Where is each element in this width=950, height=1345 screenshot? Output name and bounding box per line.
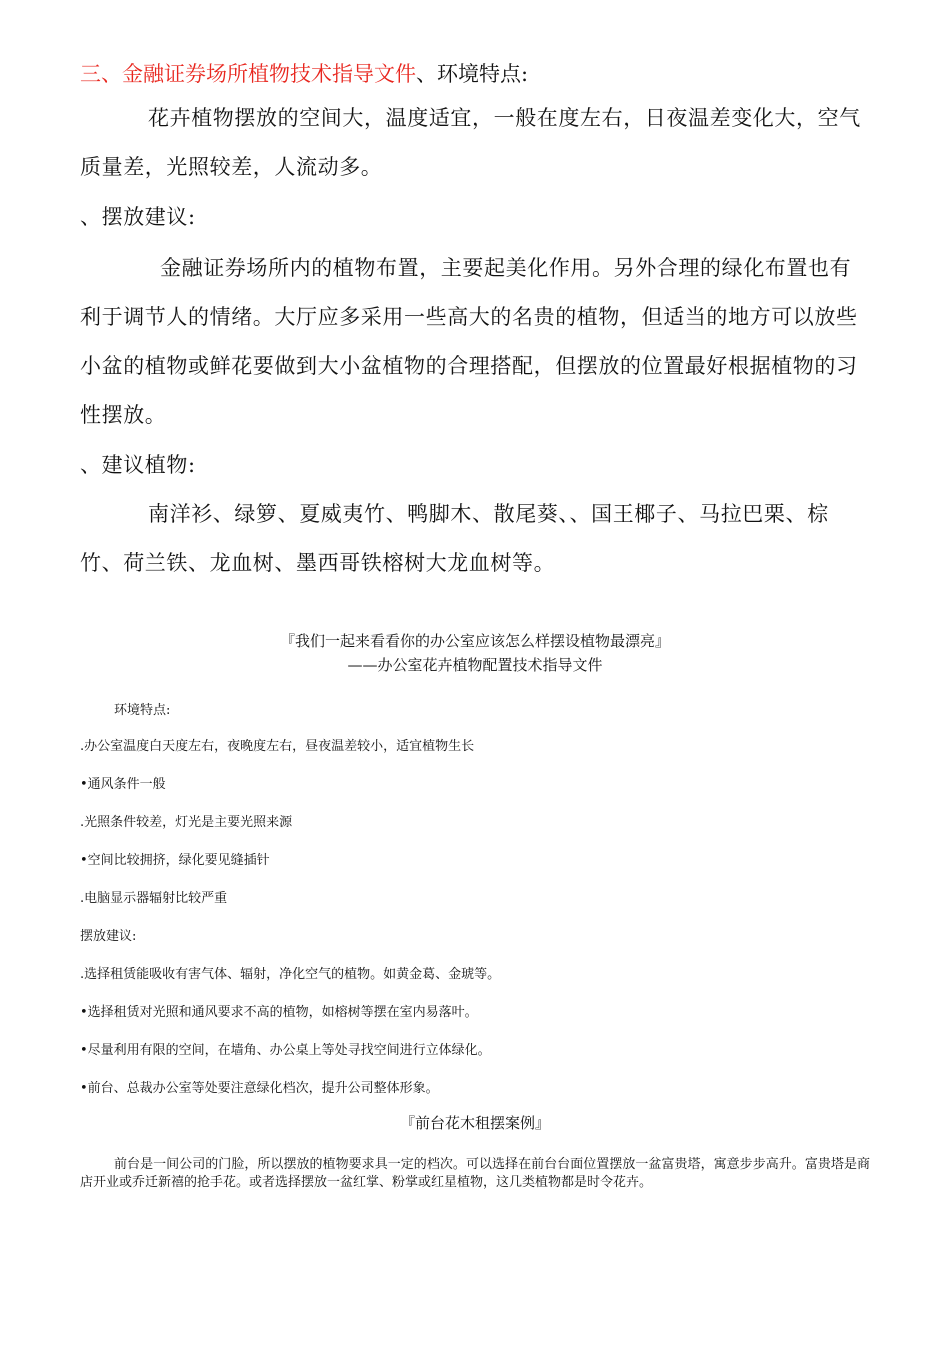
section-heading-rest: 、环境特点: [416,62,529,86]
heading-placement: 、摆放建议: [80,205,196,229]
office-placement-label: 摆放建议: [80,929,137,944]
office-subtitle: ——办公室花卉植物配置技术指导文件 [347,656,603,674]
section-heading-red: 三、金融证券场所植物技术指导文件 [80,62,416,86]
office-placement-item: •尽量利用有限的空间，在墙角、办公桌上等处寻找空间进行立体绿化。 [80,1043,491,1058]
section-heading [80,58,528,90]
office-env-item: •通风条件一般 [80,777,166,792]
office-env-item: •空间比较拥挤，绿化要见缝插针 [80,853,270,868]
case-paragraph: 前台是一间公司的门脸，所以摆放的植物要求具一定的档次。可以选择在前台台面位置摆放一盆富贵塔，寓意步步高升。富贵塔是商店开业或乔迁新禧的抢手花。或者选择摆放一盆红掌、粉掌或红星植物，这几类植物都是时令花卉。 [80,1157,870,1190]
heading-plants: 、建议植物: [80,453,196,477]
office-placement-item: •前台、总裁办公室等处要注意绿化档次，提升公司整体形象。 [80,1081,439,1096]
office-env-item: .电脑显示器辐射比较严重 [80,891,228,906]
office-title: 『我们一起来看看你的办公室应该怎么样摆设植物最漂亮』 [279,632,670,650]
office-env-item: .办公室温度白天度左右，夜晚度左右，昼夜温差较小，适宜植物生长 [80,739,475,754]
office-placement-item: .选择租赁能吸收有害气体、辐射，净化空气的植物。如黄金葛、金琥等。 [80,967,501,982]
office-env-item: .光照条件较差，灯光是主要光照来源 [80,815,293,830]
paragraph-plants: 南洋衫、绿箩、夏威夷竹、鸭脚木、散尾葵、、国王椰子、马拉巴栗、棕竹、荷兰铁、龙血树、墨西哥铁榕树大龙血树等。 [80,502,829,575]
paragraph-environment: 花卉植物摆放的空间大，温度适宜，一般在度左右，日夜温差变化大，空气质量差，光照较差，人流动多。 [80,106,861,179]
office-placement-item: •选择租赁对光照和通风要求不高的植物，如榕树等摆在室内易落叶。 [80,1005,478,1020]
paragraph-placement: 金融证券场所内的植物布置，主要起美化作用。另外合理的绿化布置也有利于调节人的情绪。大厅应多采用一些高大的名贵的植物，但适当的地方可以放些小盆的植物或鲜花要做到大小盆植物的合理搭配，但摆放的位置最好根据植物的习性摆放。 [80,256,858,427]
office-env-label: 环境特点: [114,703,171,718]
case-title: 『前台花木租摆案例』 [399,1114,550,1132]
